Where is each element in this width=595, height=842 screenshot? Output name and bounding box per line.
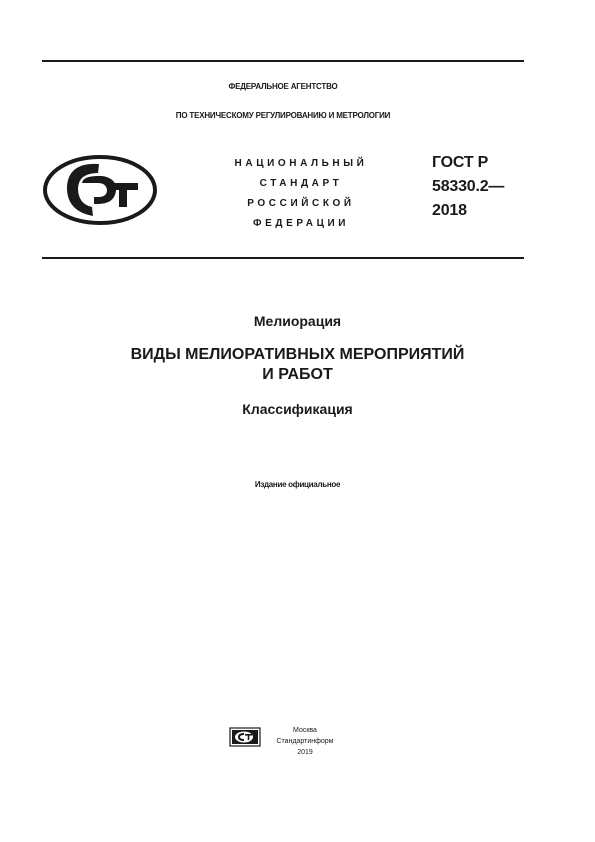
title-line-2: И РАБОТ — [262, 366, 333, 383]
publisher-city: Москва — [293, 727, 317, 734]
gost-number: 58330.2— — [432, 178, 505, 195]
publisher-name: Стандартинформ — [276, 738, 334, 745]
top-rule — [42, 60, 524, 62]
standard-kind-line: НАЦИОНАЛЬНЫЙ — [234, 158, 368, 169]
agency-line-2: ПО ТЕХНИЧЕСКОМУ РЕГУЛИРОВАНИЮ И МЕТРОЛОГИИ — [175, 111, 391, 120]
middle-rule — [42, 257, 524, 259]
document-title — [0, 345, 595, 385]
gost-prefix: ГОСТ Р — [432, 154, 489, 171]
standard-kind-line: РОССИЙСКОЙ — [247, 198, 355, 209]
gost-designation — [432, 151, 532, 223]
publisher-info — [266, 725, 344, 758]
standard-kind-line: ФЕДЕРАЦИИ — [252, 218, 350, 229]
standard-kind-line: СТАНДАРТ — [259, 178, 343, 189]
document-subject: Мелиорация — [253, 313, 342, 329]
edition-note: Издание официальное — [254, 480, 341, 489]
publisher-year: 2019 — [297, 749, 313, 756]
gost-year: 2018 — [432, 202, 467, 219]
title-line-1: ВИДЫ МЕЛИОРАТИВНЫХ МЕРОПРИЯТИЙ — [130, 346, 465, 363]
agency-line-1: ФЕДЕРАЛЬНОЕ АГЕНТСТВО — [228, 82, 338, 91]
rst-certification-mark-icon — [42, 153, 158, 227]
standartinform-logo-icon — [229, 727, 261, 747]
standard-kind — [208, 154, 394, 234]
document-subtitle: Классификация — [242, 401, 353, 417]
